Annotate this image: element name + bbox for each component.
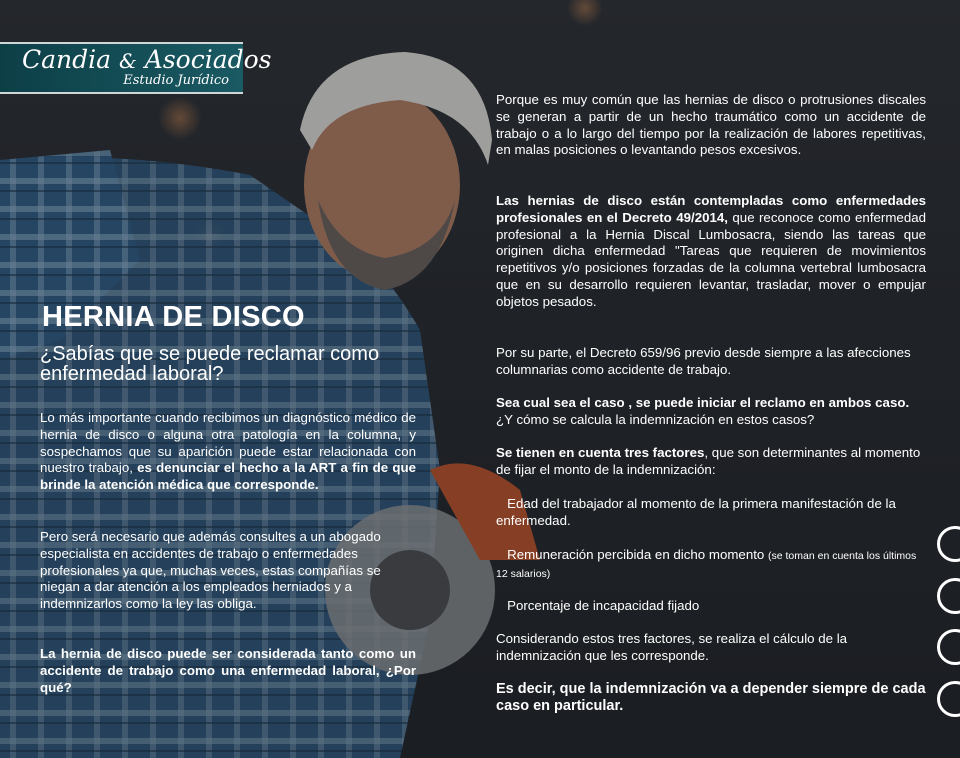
left-paragraph-1	[40, 410, 416, 494]
right-paragraph-1: Porque es muy común que las hernias de disco o protrusiones discales se generan a partir de un hecho traumático como un accidente de trabajo o a lo largo del tiempo por la realización de labores repetitivas, en malas posiciones o levantando pesos excesivos.	[496, 92, 926, 158]
logo-name-part1: Candia	[22, 45, 112, 74]
logo-tagline: Estudio Jurídico	[123, 73, 229, 88]
right-paragraph-2-text: que reconoce como enfermedad profesional a la Hernia Discal Lumbosacra, siendo las tareas que originen dicha enfermedad "Tareas que requieren de movimientos repetitivos y/o posiciones forzadas de la columna vertebral lumbosacra que en su desarrollo requieren levantar, trasladar, mover o empujar objetos pesados.	[496, 209, 926, 309]
right-paragraph-6: Considerando estos tres factores, se realiza el cálculo de la indemnización que les corresponde.	[496, 631, 848, 663]
right-paragraph-4	[496, 395, 926, 429]
right-paragraph-3: Por su parte, el Decreto 659/96 previo desde siempre a las afecciones columnarias como accidente de trabajo.	[496, 345, 911, 377]
right-paragraph-4-text: ¿Y cómo se calcula la indemnización en estos casos?	[496, 411, 815, 427]
left-paragraph-3: La hernia de disco puede ser considerada tanto como un accidente de trabajo como una enfermedad laboral, ¿Por qué?	[40, 646, 416, 695]
logo-name	[22, 45, 272, 74]
subtitle: ¿Sabías que se puede reclamar como enfermedad laboral?	[40, 343, 380, 385]
factor-item-3-text: Porcentaje de incapacidad fijado	[507, 598, 700, 613]
logo-name-part2: Asociados	[144, 45, 272, 74]
right-paragraph-5-bold: Se tienen en cuenta tres factores	[496, 445, 705, 460]
page-title: HERNIA DE DISCO	[42, 301, 305, 333]
right-paragraph-5	[496, 445, 926, 479]
left-paragraph-1-text: Lo más importante cuando recibimos un diagnóstico médico de hernia de disco o alguna otra patología en la columna, y sospechamos que su aparición puede estar relacionada con nuestro trabajo,	[40, 410, 416, 476]
factor-item-2-text: Remuneración percibida en dicho momento	[507, 547, 765, 562]
right-paragraph-5-text: , que son determinantes al momento de fijar el monto de la indemnización:	[496, 445, 921, 477]
factor-item-1-text: Edad del trabajador al momento de la primera manifestación de la enfermedad.	[496, 496, 896, 528]
factor-item-1	[496, 496, 926, 530]
right-paragraph-7: Es decir, que la indemnización va a depender siempre de cada caso en particular.	[496, 681, 926, 714]
right-paragraph-4-bold: Sea cual sea el caso , se puede iniciar el reclamo en ambos caso.	[496, 395, 910, 410]
right-paragraph-2	[496, 193, 926, 311]
logo-ampersand: &	[119, 49, 137, 73]
factor-item-2	[496, 547, 926, 583]
factor-item-3	[496, 598, 926, 615]
factor-item-2-note: (se toman en cuenta los últimos 12 salarios)	[496, 550, 917, 580]
left-paragraph-1-bold: es denunciar el hecho a la ART a fin de que brinde la atención médica que corresponde.	[40, 460, 416, 493]
left-paragraph-2: Pero será necesario que además consultes a un abogado especialista en accidentes de trabajo o enfermedades profesionales ya que, muchas veces, estas compañías se niegan a dar atención a los empleados herniados y a indemnizarlos como la ley las obliga.	[40, 529, 381, 612]
logo	[0, 42, 272, 94]
right-paragraph-2-bold: Las hernias de disco están contempladas como enfermedades profesionales en el Decreto 49/2014,	[496, 193, 926, 225]
